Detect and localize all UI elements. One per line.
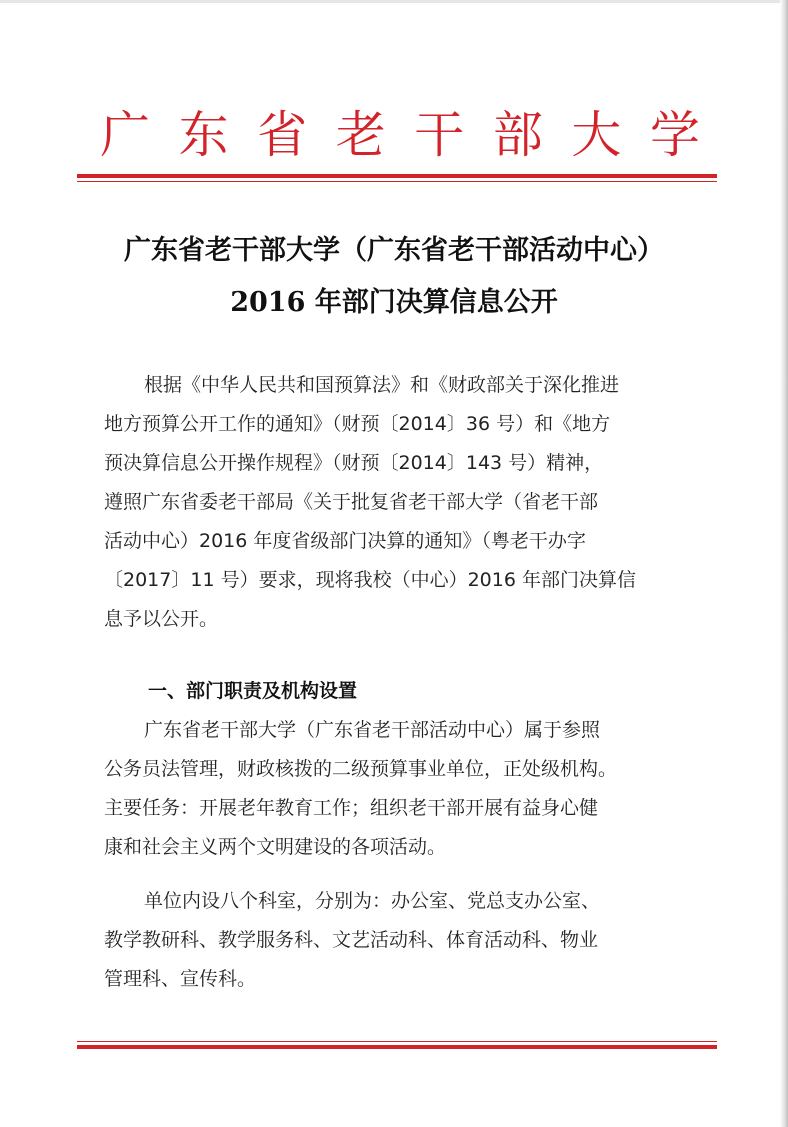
text-line: 活动中心）2016 年度省级部门决算的通知》（粤老干办字: [104, 530, 586, 552]
text-line: 根据《中华人民共和国预算法》和《财政部关于深化推进: [144, 374, 620, 396]
letterhead-char: 干: [414, 106, 465, 164]
text-line: 教学教研科、教学服务科、文艺活动科、体育活动科、物业: [104, 929, 599, 951]
text-line: 〔2017〕11 号）要求，现将我校（中心）2016 年部门决算信: [104, 569, 636, 591]
letterhead-char: 广: [100, 106, 150, 164]
scan-edge-top: [0, 0, 788, 3]
document-title-line1: 广东省老干部大学（广东省老干部活动中心）: [124, 235, 664, 266]
letterhead-char: 大: [571, 106, 622, 164]
header-rule-thin: [77, 181, 717, 182]
document-title-line2: 2016 年部门决算信息公开: [230, 287, 558, 318]
text-line: 主要任务：开展老年教育工作；组织老干部开展有益身心健: [104, 797, 599, 819]
scan-edge-right: [780, 0, 788, 1127]
text-line: 管理科、宣传科。: [104, 968, 257, 990]
letterhead-char: 部: [492, 106, 543, 164]
letterhead: [100, 100, 700, 170]
section-paragraph-departments: [104, 882, 692, 999]
text-line: 地方预算公开工作的通知》（财预〔2014〕36 号）和《地方: [104, 413, 611, 435]
text-line: 息予以公开。: [104, 608, 219, 630]
letterhead-char: 老: [335, 106, 386, 164]
letterhead-char: 省: [257, 106, 308, 164]
section-paragraph-duties: [104, 711, 692, 867]
footer-rule-thin: [77, 1041, 717, 1042]
text-line: 公务员法管理，财政核拨的二级预算事业单位，正处级机构。: [104, 758, 618, 780]
text-line: 单位内设八个科室，分别为：办公室、党总支办公室、: [144, 890, 601, 912]
text-line: 康和社会主义两个文明建设的各项活动。: [104, 836, 447, 858]
letterhead-char: 东: [178, 106, 229, 164]
header-rule-thick: [77, 174, 717, 178]
section-heading: 一、部门职责及机构设置: [148, 680, 358, 702]
text-line: 遵照广东省委老干部局《关于批复省老干部大学（省老干部: [104, 491, 599, 513]
letterhead-char: 学: [649, 106, 700, 164]
footer-rule-thick: [77, 1045, 717, 1049]
text-line: 预决算信息公开操作规程》（财预〔2014〕143 号）精神，: [104, 452, 604, 474]
intro-paragraph: [104, 366, 692, 639]
text-line: 广东省老干部大学（广东省老干部活动中心）属于参照: [144, 719, 601, 741]
